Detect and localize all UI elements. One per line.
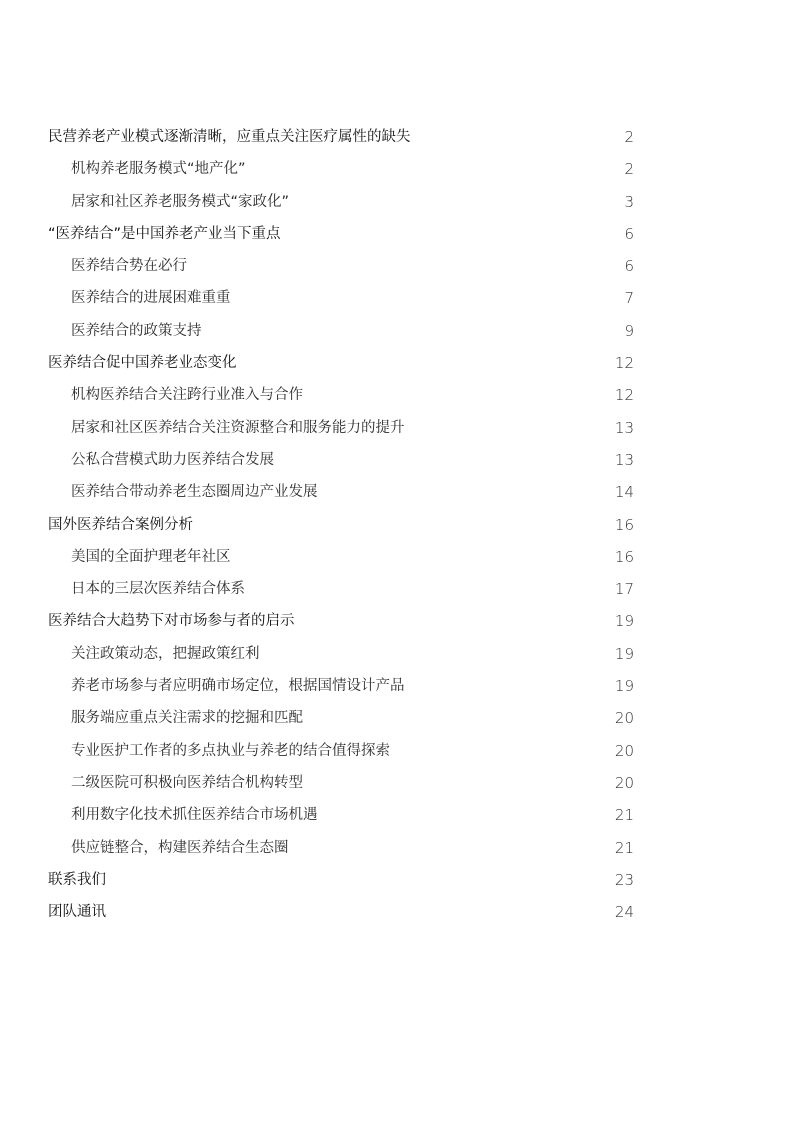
toc-entry[interactable] bbox=[48, 864, 634, 896]
toc-entry-title: 医养结合带动养老生态圈周边产业发展 bbox=[71, 484, 318, 501]
toc-entry-title: 公私合营模式助力医养结合发展 bbox=[71, 451, 274, 468]
toc-subentry[interactable] bbox=[48, 282, 634, 314]
toc-entry-page: 2 bbox=[624, 160, 634, 179]
toc-subentry[interactable] bbox=[48, 444, 634, 476]
toc-entry-page: 19 bbox=[614, 644, 634, 663]
toc-entry[interactable] bbox=[48, 347, 634, 379]
toc-entry[interactable] bbox=[48, 605, 634, 637]
toc-entry-title: 医养结合的政策支持 bbox=[71, 322, 202, 339]
table-of-contents bbox=[48, 121, 634, 928]
toc-entry-page: 20 bbox=[614, 741, 634, 760]
toc-subentry[interactable] bbox=[48, 186, 634, 218]
toc-entry-title: 机构养老服务模式“地产化” bbox=[71, 161, 246, 178]
toc-entry-page: 2 bbox=[624, 128, 634, 146]
toc-entry-page: 6 bbox=[624, 224, 634, 243]
toc-entry-title: 联系我们 bbox=[48, 871, 106, 888]
toc-subentry[interactable] bbox=[48, 315, 634, 347]
toc-entry-page: 21 bbox=[614, 806, 634, 825]
toc-entry-title: 居家和社区医养结合关注资源整合和服务能力的提升 bbox=[71, 419, 405, 436]
toc-subentry[interactable] bbox=[48, 832, 634, 864]
toc-entry-title: 医养结合势在必行 bbox=[71, 258, 187, 275]
toc-entry-title: 服务端应重点关注需求的挖掘和匹配 bbox=[71, 710, 303, 727]
toc-entry-title: 二级医院可积极向医养结合机构转型 bbox=[71, 774, 303, 791]
toc-entry-title: 团队通讯 bbox=[48, 904, 106, 921]
toc-entry-title: 日本的三层次医养结合体系 bbox=[71, 581, 245, 598]
toc-entry-title: 医养结合促中国养老业态变化 bbox=[48, 355, 237, 372]
toc-entry-title: 专业医护工作者的多点执业与养老的结合值得探索 bbox=[71, 742, 390, 759]
toc-entry-title: 利用数字化技术抓住医养结合市场机遇 bbox=[71, 807, 318, 824]
toc-subentry[interactable] bbox=[48, 767, 634, 799]
toc-entry-title: 美国的全面护理老年社区 bbox=[71, 548, 231, 565]
toc-subentry[interactable] bbox=[48, 670, 634, 702]
toc-entry-title: 国外医养结合案例分析 bbox=[48, 516, 193, 533]
toc-entry-title: 医养结合大趋势下对市场参与者的启示 bbox=[48, 613, 295, 630]
toc-entry[interactable] bbox=[48, 121, 634, 153]
toc-entry-page: 3 bbox=[624, 192, 634, 211]
toc-subentry[interactable] bbox=[48, 735, 634, 767]
toc-subentry[interactable] bbox=[48, 412, 634, 444]
toc-entry-page: 12 bbox=[614, 386, 634, 405]
toc-entry-title: 关注政策动态，把握政策红利 bbox=[71, 645, 260, 662]
toc-entry-page: 13 bbox=[614, 450, 634, 469]
toc-entry-page: 19 bbox=[614, 677, 634, 696]
toc-entry-title: 机构医养结合关注跨行业准入与合作 bbox=[71, 387, 303, 404]
toc-entry-title: 民营养老产业模式逐渐清晰，应重点关注医疗属性的缺失 bbox=[48, 129, 411, 145]
toc-entry-title: 养老市场参与者应明确市场定位，根据国情设计产品 bbox=[71, 678, 405, 695]
toc-subentry[interactable] bbox=[48, 541, 634, 573]
toc-entry-title: 供应链整合，构建医养结合生态圈 bbox=[71, 839, 289, 856]
toc-entry-page: 17 bbox=[614, 580, 634, 599]
toc-subentry[interactable] bbox=[48, 250, 634, 282]
toc-entry-page: 23 bbox=[614, 870, 634, 889]
toc-entry[interactable] bbox=[48, 218, 634, 250]
toc-entry-page: 16 bbox=[614, 547, 634, 566]
toc-subentry[interactable] bbox=[48, 799, 634, 831]
toc-entry-page: 20 bbox=[614, 773, 634, 792]
toc-entry-title: 居家和社区养老服务模式“家政化” bbox=[71, 193, 290, 210]
toc-subentry[interactable] bbox=[48, 573, 634, 605]
toc-entry-page: 21 bbox=[614, 838, 634, 857]
toc-subentry[interactable] bbox=[48, 638, 634, 670]
toc-entry-title: 医养结合的进展困难重重 bbox=[71, 290, 231, 307]
toc-entry-page: 20 bbox=[614, 709, 634, 728]
toc-entry-page: 24 bbox=[614, 903, 634, 922]
toc-entry-page: 12 bbox=[614, 354, 634, 373]
toc-entry-page: 16 bbox=[614, 515, 634, 534]
toc-entry-page: 19 bbox=[614, 612, 634, 631]
toc-subentry[interactable] bbox=[48, 702, 634, 734]
toc-entry-page: 14 bbox=[614, 483, 634, 502]
toc-entry-page: 6 bbox=[624, 257, 634, 276]
toc-entry-page: 7 bbox=[624, 289, 634, 308]
toc-subentry[interactable] bbox=[48, 476, 634, 508]
toc-subentry[interactable] bbox=[48, 153, 634, 185]
toc-entry-page: 9 bbox=[624, 321, 634, 340]
toc-entry-page: 13 bbox=[614, 418, 634, 437]
toc-subentry[interactable] bbox=[48, 379, 634, 411]
toc-entry-title: “医养结合”是中国养老产业当下重点 bbox=[48, 225, 281, 242]
toc-entry[interactable] bbox=[48, 509, 634, 541]
toc-entry[interactable] bbox=[48, 896, 634, 928]
